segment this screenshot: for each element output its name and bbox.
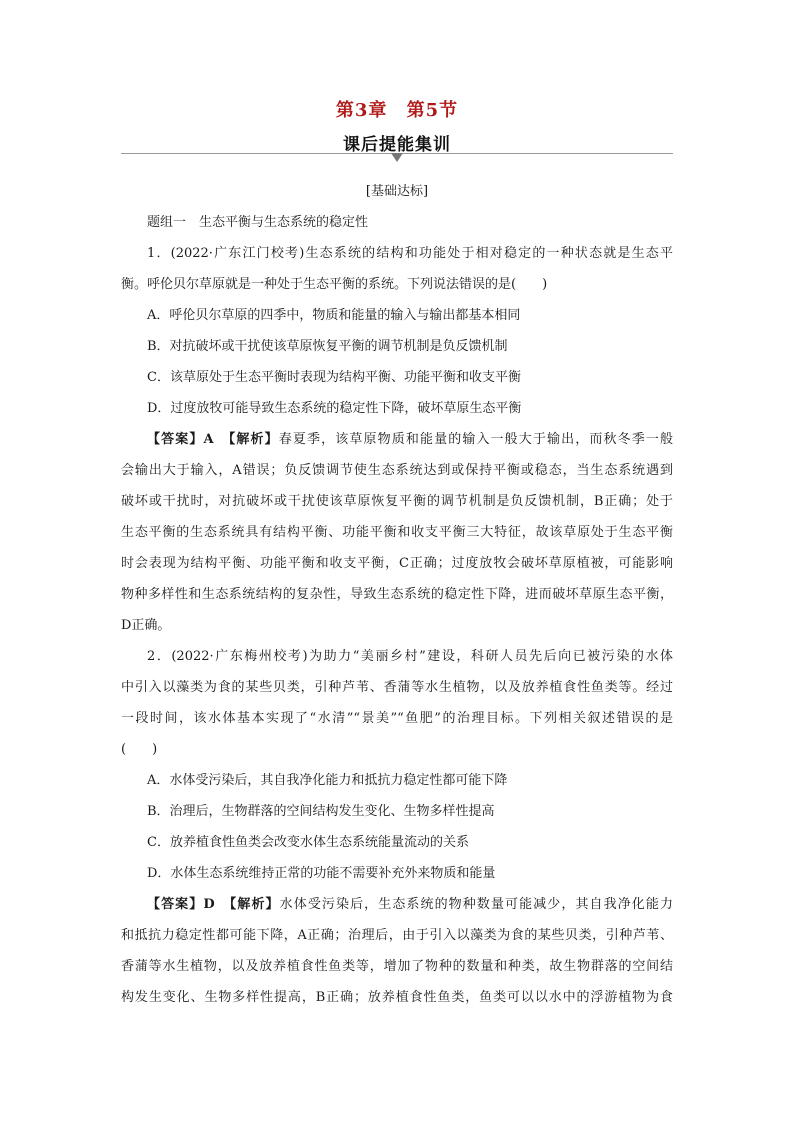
q1-analysis-line: 时会表现为结构平衡、功能平衡和收支平衡，C正确；过度放牧会破坏草原植被，可能影响 <box>121 556 673 571</box>
q1-analysis-first: 春夏季，该草原物质和能量的输入一般大于输出，而秋冬季一般 <box>278 432 673 447</box>
section-number: 第5节 <box>406 100 459 121</box>
q1-stem-line: 1．(2022·广东江门校考)生态系统的结构和功能处于相对稳定的一种状态就是生态平 <box>147 246 673 261</box>
q1-option-c: C．该草原处于生态平衡时表现为结构平衡、功能平衡和收支平衡 <box>147 370 521 385</box>
q2-analysis-first: 水体受污染后，生态系统的物种数量可能减少，其自我净化能力 <box>279 897 673 912</box>
content-body <box>121 176 673 1013</box>
q1-analysis-line: 会输出大于输入，A错误；负反馈调节使生态系统达到或保持平衡或稳态，当生态系统遇到 <box>121 463 673 478</box>
q2-stem-line: 中引入以藻类为食的某些贝类，引种芦苇、香蒲等水生植物，以及放养植食性鱼类等。经过 <box>121 680 673 695</box>
q2-stem-line: ( ) <box>121 742 158 757</box>
group-title: 题组一 生态平衡与生态系统的稳定性 <box>147 215 369 230</box>
q1-option-a: A．呼伦贝尔草原的四季中，物质和能量的输入与输出都基本相同 <box>147 308 521 323</box>
q2-stem-line: 一段时间，该水体基本实现了“水清”“景美”“鱼肥”的治理目标。下列相关叙述错误的是 <box>121 711 673 726</box>
q2-answer-label: 【答案】D 【解析】 <box>147 897 280 912</box>
q1-answer-line <box>121 424 673 455</box>
chapter-number: 第3章 <box>335 100 388 121</box>
q2-option-d: D．水体生态系统维持正常的功能不需要补充外来物质和能量 <box>147 866 496 881</box>
q2-analysis-line: 和抵抗力稳定性都可能下降，A正确；治理后，由于引入以藻类为食的某些贝类，引种芦苇、 <box>121 928 673 943</box>
q1-analysis-line: 生态平衡的生态系统具有结构平衡、功能平衡和收支平衡三大特征，故该草原处于生态平衡 <box>121 525 673 540</box>
q1-answer-label: 【答案】A 【解析】 <box>147 432 279 447</box>
q2-stem-line: 2．(2022·广东梅州校考)为助力“美丽乡村”建设，科研人员先后向已被污染的水体 <box>147 649 673 664</box>
q2-option-a: A．水体受污染后，其自我净化能力和抵抗力稳定性都可能下降 <box>147 773 508 788</box>
q1-stem-line: 衡。呼伦贝尔草原就是一种处于生态平衡的系统。下列说法错误的是( ) <box>121 277 548 292</box>
q2-option-b: B．治理后，生物群落的空间结构发生变化、生物多样性提高 <box>147 804 495 819</box>
level-label: [基础达标] <box>365 184 429 199</box>
triangle-marker-icon <box>391 153 403 162</box>
q1-analysis-line: D正确。 <box>121 618 171 633</box>
q1-analysis-line: 破坏或干扰时，对抗破坏或干扰使该草原恢复平衡的调节机制是负反馈机制，B正确；处于 <box>121 494 673 509</box>
q2-analysis-line: 香蒲等水生植物，以及放养植食性鱼类等，增加了物种的数量和种类，故生物群落的空间结 <box>121 959 673 974</box>
q1-option-b: B．对抗破坏或干扰使该草原恢复平衡的调节机制是负反馈机制 <box>147 339 508 354</box>
q2-analysis-line: 构发生变化、生物多样性提高，B正确；放养植食性鱼类，鱼类可以以水中的浮游植物为食 <box>121 990 673 1005</box>
chapter-heading <box>0 96 794 122</box>
q2-option-c: C．放养植食性鱼类会改变水体生态系统能量流动的关系 <box>147 835 469 850</box>
page-subtitle: 课后提能集训 <box>343 135 451 155</box>
q2-answer-line <box>121 889 673 920</box>
q1-analysis-line: 物种多样性和生态系统结构的复杂性，导致生态系统的稳定性下降，进而破坏草原生态平衡， <box>121 587 673 602</box>
q1-option-d: D．过度放牧可能导致生态系统的稳定性下降，破坏草原生态平衡 <box>147 401 522 416</box>
